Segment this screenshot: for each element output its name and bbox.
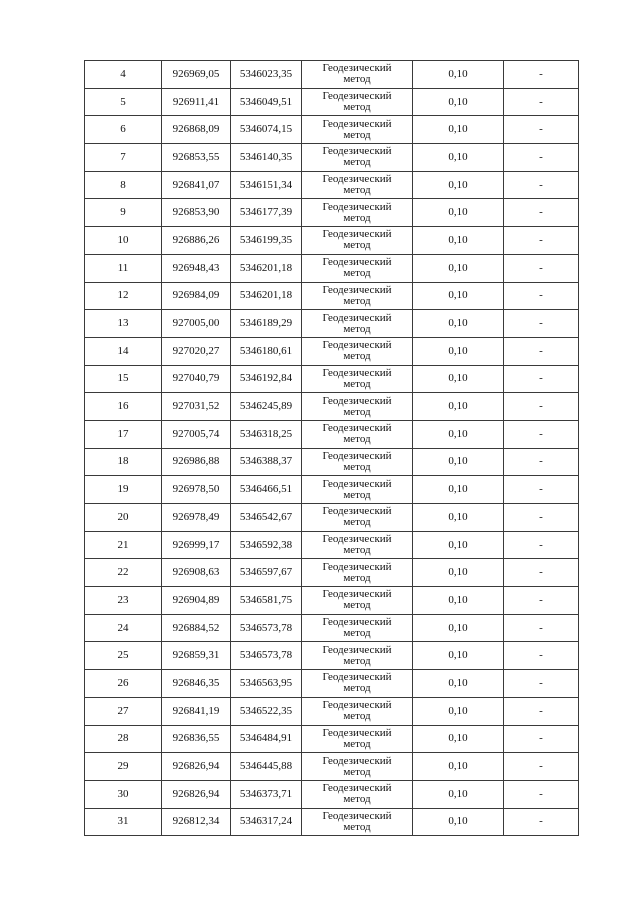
method-line-2: метод bbox=[343, 544, 371, 557]
x-coordinate-cell: 926969,05 bbox=[162, 61, 231, 89]
accuracy-cell: 0,10 bbox=[413, 697, 504, 725]
note-cell: - bbox=[504, 420, 579, 448]
note-cell: - bbox=[504, 171, 579, 199]
x-coordinate-cell: 926841,07 bbox=[162, 171, 231, 199]
x-coordinate-cell: 926853,55 bbox=[162, 144, 231, 172]
method-line-1: Геодезический bbox=[322, 339, 392, 352]
method-line-2: метод bbox=[343, 239, 371, 252]
table-row bbox=[85, 365, 579, 393]
point-number-cell: 10 bbox=[85, 227, 162, 255]
method-line-1: Геодезический bbox=[322, 117, 392, 130]
table-row bbox=[85, 642, 579, 670]
x-coordinate-cell: 927020,27 bbox=[162, 337, 231, 365]
method-cell bbox=[302, 476, 413, 504]
table-row bbox=[85, 808, 579, 836]
x-coordinate-cell: 926978,49 bbox=[162, 504, 231, 532]
accuracy-cell: 0,10 bbox=[413, 559, 504, 587]
method-cell bbox=[302, 587, 413, 615]
method-line-1: Геодезический bbox=[322, 283, 392, 296]
method-cell bbox=[302, 282, 413, 310]
method-line-1: Геодезический bbox=[322, 200, 392, 213]
accuracy-cell: 0,10 bbox=[413, 227, 504, 255]
y-coordinate-cell: 5346542,67 bbox=[231, 504, 302, 532]
accuracy-cell: 0,10 bbox=[413, 642, 504, 670]
method-cell bbox=[302, 725, 413, 753]
accuracy-cell: 0,10 bbox=[413, 282, 504, 310]
method-cell bbox=[302, 670, 413, 698]
method-line-2: метод bbox=[343, 571, 371, 584]
point-number-cell: 14 bbox=[85, 337, 162, 365]
x-coordinate-cell: 926846,35 bbox=[162, 670, 231, 698]
y-coordinate-cell: 5346317,24 bbox=[231, 808, 302, 836]
method-line-1: Геодезический bbox=[322, 477, 392, 490]
x-coordinate-cell: 926859,31 bbox=[162, 642, 231, 670]
note-cell: - bbox=[504, 282, 579, 310]
accuracy-cell: 0,10 bbox=[413, 310, 504, 338]
method-line-2: метод bbox=[343, 377, 371, 390]
coordinates-table bbox=[84, 60, 579, 836]
point-number-cell: 20 bbox=[85, 504, 162, 532]
method-cell bbox=[302, 614, 413, 642]
method-line-2: метод bbox=[343, 267, 371, 280]
note-cell: - bbox=[504, 808, 579, 836]
x-coordinate-cell: 927005,74 bbox=[162, 420, 231, 448]
method-line-2: метод bbox=[343, 350, 371, 363]
note-cell: - bbox=[504, 144, 579, 172]
method-line-1: Геодезический bbox=[322, 311, 392, 324]
method-cell bbox=[302, 171, 413, 199]
point-number-cell: 9 bbox=[85, 199, 162, 227]
method-cell bbox=[302, 254, 413, 282]
table-row bbox=[85, 144, 579, 172]
method-line-2: метод bbox=[343, 101, 371, 114]
point-number-cell: 23 bbox=[85, 587, 162, 615]
y-coordinate-cell: 5346151,34 bbox=[231, 171, 302, 199]
note-cell: - bbox=[504, 642, 579, 670]
x-coordinate-cell: 926908,63 bbox=[162, 559, 231, 587]
note-cell: - bbox=[504, 337, 579, 365]
note-cell: - bbox=[504, 614, 579, 642]
method-line-2: метод bbox=[343, 737, 371, 750]
method-line-1: Геодезический bbox=[322, 449, 392, 462]
y-coordinate-cell: 5346074,15 bbox=[231, 116, 302, 144]
method-line-2: метод bbox=[343, 405, 371, 418]
method-line-1: Геодезический bbox=[322, 726, 392, 739]
method-line-2: метод bbox=[343, 433, 371, 446]
table-row bbox=[85, 88, 579, 116]
accuracy-cell: 0,10 bbox=[413, 365, 504, 393]
point-number-cell: 15 bbox=[85, 365, 162, 393]
method-line-2: метод bbox=[343, 793, 371, 806]
method-line-1: Геодезический bbox=[322, 782, 392, 795]
note-cell: - bbox=[504, 476, 579, 504]
y-coordinate-cell: 5346245,89 bbox=[231, 393, 302, 421]
method-line-1: Геодезический bbox=[322, 671, 392, 684]
method-line-2: метод bbox=[343, 294, 371, 307]
method-line-1: Геодезический bbox=[322, 533, 392, 546]
point-number-cell: 22 bbox=[85, 559, 162, 587]
method-line-2: метод bbox=[343, 654, 371, 667]
method-cell bbox=[302, 393, 413, 421]
x-coordinate-cell: 927040,79 bbox=[162, 365, 231, 393]
method-cell bbox=[302, 697, 413, 725]
method-line-2: метод bbox=[343, 710, 371, 723]
method-line-2: метод bbox=[343, 322, 371, 335]
note-cell: - bbox=[504, 310, 579, 338]
point-number-cell: 29 bbox=[85, 753, 162, 781]
table-row bbox=[85, 199, 579, 227]
y-coordinate-cell: 5346049,51 bbox=[231, 88, 302, 116]
method-line-2: метод bbox=[343, 128, 371, 141]
table-row bbox=[85, 310, 579, 338]
method-cell bbox=[302, 227, 413, 255]
y-coordinate-cell: 5346466,51 bbox=[231, 476, 302, 504]
accuracy-cell: 0,10 bbox=[413, 531, 504, 559]
method-line-2: метод bbox=[343, 765, 371, 778]
x-coordinate-cell: 927031,52 bbox=[162, 393, 231, 421]
accuracy-cell: 0,10 bbox=[413, 725, 504, 753]
method-line-1: Геодезический bbox=[322, 643, 392, 656]
y-coordinate-cell: 5346597,67 bbox=[231, 559, 302, 587]
point-number-cell: 28 bbox=[85, 725, 162, 753]
x-coordinate-cell: 926836,55 bbox=[162, 725, 231, 753]
point-number-cell: 6 bbox=[85, 116, 162, 144]
note-cell: - bbox=[504, 559, 579, 587]
note-cell: - bbox=[504, 753, 579, 781]
method-cell bbox=[302, 531, 413, 559]
accuracy-cell: 0,10 bbox=[413, 614, 504, 642]
document-page bbox=[84, 60, 572, 836]
y-coordinate-cell: 5346592,38 bbox=[231, 531, 302, 559]
method-cell bbox=[302, 808, 413, 836]
table-row bbox=[85, 116, 579, 144]
method-line-1: Геодезический bbox=[322, 90, 392, 103]
method-cell bbox=[302, 753, 413, 781]
y-coordinate-cell: 5346522,35 bbox=[231, 697, 302, 725]
table-row bbox=[85, 504, 579, 532]
note-cell: - bbox=[504, 116, 579, 144]
x-coordinate-cell: 926904,89 bbox=[162, 587, 231, 615]
accuracy-cell: 0,10 bbox=[413, 116, 504, 144]
x-coordinate-cell: 926853,90 bbox=[162, 199, 231, 227]
method-cell bbox=[302, 116, 413, 144]
x-coordinate-cell: 926986,88 bbox=[162, 448, 231, 476]
table-row bbox=[85, 448, 579, 476]
x-coordinate-cell: 926911,41 bbox=[162, 88, 231, 116]
table-row bbox=[85, 780, 579, 808]
method-line-1: Геодезический bbox=[322, 145, 392, 158]
accuracy-cell: 0,10 bbox=[413, 171, 504, 199]
accuracy-cell: 0,10 bbox=[413, 61, 504, 89]
note-cell: - bbox=[504, 587, 579, 615]
point-number-cell: 5 bbox=[85, 88, 162, 116]
y-coordinate-cell: 5346573,78 bbox=[231, 642, 302, 670]
accuracy-cell: 0,10 bbox=[413, 420, 504, 448]
method-line-1: Геодезический bbox=[322, 256, 392, 269]
table-row bbox=[85, 587, 579, 615]
method-line-1: Геодезический bbox=[322, 505, 392, 518]
table-row bbox=[85, 614, 579, 642]
accuracy-cell: 0,10 bbox=[413, 753, 504, 781]
method-line-2: метод bbox=[343, 820, 371, 833]
point-number-cell: 11 bbox=[85, 254, 162, 282]
method-line-2: метод bbox=[343, 156, 371, 169]
method-line-2: метод bbox=[343, 599, 371, 612]
method-cell bbox=[302, 559, 413, 587]
method-line-2: метод bbox=[343, 211, 371, 224]
accuracy-cell: 0,10 bbox=[413, 587, 504, 615]
accuracy-cell: 0,10 bbox=[413, 337, 504, 365]
method-line-1: Геодезический bbox=[322, 588, 392, 601]
x-coordinate-cell: 926999,17 bbox=[162, 531, 231, 559]
y-coordinate-cell: 5346581,75 bbox=[231, 587, 302, 615]
note-cell: - bbox=[504, 227, 579, 255]
point-number-cell: 17 bbox=[85, 420, 162, 448]
y-coordinate-cell: 5346201,18 bbox=[231, 254, 302, 282]
note-cell: - bbox=[504, 365, 579, 393]
table-row bbox=[85, 670, 579, 698]
y-coordinate-cell: 5346201,18 bbox=[231, 282, 302, 310]
accuracy-cell: 0,10 bbox=[413, 254, 504, 282]
accuracy-cell: 0,10 bbox=[413, 393, 504, 421]
method-line-1: Геодезический bbox=[322, 699, 392, 712]
point-number-cell: 24 bbox=[85, 614, 162, 642]
table-row bbox=[85, 227, 579, 255]
point-number-cell: 30 bbox=[85, 780, 162, 808]
y-coordinate-cell: 5346177,39 bbox=[231, 199, 302, 227]
method-line-1: Геодезический bbox=[322, 560, 392, 573]
method-cell bbox=[302, 88, 413, 116]
method-line-1: Геодезический bbox=[322, 754, 392, 767]
table-row bbox=[85, 337, 579, 365]
method-cell bbox=[302, 337, 413, 365]
method-cell bbox=[302, 780, 413, 808]
method-line-1: Геодезический bbox=[322, 422, 392, 435]
table-row bbox=[85, 61, 579, 89]
note-cell: - bbox=[504, 254, 579, 282]
method-line-2: метод bbox=[343, 682, 371, 695]
note-cell: - bbox=[504, 199, 579, 227]
table-row bbox=[85, 559, 579, 587]
table-row bbox=[85, 420, 579, 448]
table-row bbox=[85, 697, 579, 725]
x-coordinate-cell: 926812,34 bbox=[162, 808, 231, 836]
method-line-2: метод bbox=[343, 73, 371, 86]
method-line-1: Геодезический bbox=[322, 173, 392, 186]
y-coordinate-cell: 5346388,37 bbox=[231, 448, 302, 476]
point-number-cell: 26 bbox=[85, 670, 162, 698]
x-coordinate-cell: 926886,26 bbox=[162, 227, 231, 255]
accuracy-cell: 0,10 bbox=[413, 88, 504, 116]
coordinates-table-body bbox=[85, 61, 579, 836]
point-number-cell: 19 bbox=[85, 476, 162, 504]
method-line-1: Геодезический bbox=[322, 394, 392, 407]
method-cell bbox=[302, 310, 413, 338]
method-line-1: Геодезический bbox=[322, 62, 392, 75]
accuracy-cell: 0,10 bbox=[413, 670, 504, 698]
point-number-cell: 12 bbox=[85, 282, 162, 310]
table-row bbox=[85, 753, 579, 781]
method-cell bbox=[302, 448, 413, 476]
y-coordinate-cell: 5346140,35 bbox=[231, 144, 302, 172]
method-line-2: метод bbox=[343, 627, 371, 640]
note-cell: - bbox=[504, 504, 579, 532]
accuracy-cell: 0,10 bbox=[413, 476, 504, 504]
y-coordinate-cell: 5346199,35 bbox=[231, 227, 302, 255]
table-row bbox=[85, 171, 579, 199]
x-coordinate-cell: 926826,94 bbox=[162, 753, 231, 781]
point-number-cell: 8 bbox=[85, 171, 162, 199]
note-cell: - bbox=[504, 780, 579, 808]
x-coordinate-cell: 926884,52 bbox=[162, 614, 231, 642]
y-coordinate-cell: 5346563,95 bbox=[231, 670, 302, 698]
method-cell bbox=[302, 199, 413, 227]
y-coordinate-cell: 5346373,71 bbox=[231, 780, 302, 808]
x-coordinate-cell: 926984,09 bbox=[162, 282, 231, 310]
method-cell bbox=[302, 365, 413, 393]
y-coordinate-cell: 5346445,88 bbox=[231, 753, 302, 781]
accuracy-cell: 0,10 bbox=[413, 448, 504, 476]
y-coordinate-cell: 5346189,29 bbox=[231, 310, 302, 338]
accuracy-cell: 0,10 bbox=[413, 504, 504, 532]
table-row bbox=[85, 282, 579, 310]
note-cell: - bbox=[504, 697, 579, 725]
x-coordinate-cell: 926978,50 bbox=[162, 476, 231, 504]
note-cell: - bbox=[504, 393, 579, 421]
method-cell bbox=[302, 642, 413, 670]
point-number-cell: 13 bbox=[85, 310, 162, 338]
accuracy-cell: 0,10 bbox=[413, 199, 504, 227]
y-coordinate-cell: 5346023,35 bbox=[231, 61, 302, 89]
method-line-1: Геодезический bbox=[322, 616, 392, 629]
point-number-cell: 21 bbox=[85, 531, 162, 559]
method-line-1: Геодезический bbox=[322, 366, 392, 379]
point-number-cell: 27 bbox=[85, 697, 162, 725]
note-cell: - bbox=[504, 61, 579, 89]
point-number-cell: 16 bbox=[85, 393, 162, 421]
note-cell: - bbox=[504, 88, 579, 116]
x-coordinate-cell: 926841,19 bbox=[162, 697, 231, 725]
table-row bbox=[85, 725, 579, 753]
method-line-1: Геодезический bbox=[322, 228, 392, 241]
accuracy-cell: 0,10 bbox=[413, 808, 504, 836]
method-cell bbox=[302, 504, 413, 532]
note-cell: - bbox=[504, 448, 579, 476]
table-row bbox=[85, 393, 579, 421]
method-line-2: метод bbox=[343, 460, 371, 473]
x-coordinate-cell: 927005,00 bbox=[162, 310, 231, 338]
point-number-cell: 25 bbox=[85, 642, 162, 670]
method-cell bbox=[302, 144, 413, 172]
x-coordinate-cell: 926948,43 bbox=[162, 254, 231, 282]
table-row bbox=[85, 531, 579, 559]
y-coordinate-cell: 5346192,84 bbox=[231, 365, 302, 393]
note-cell: - bbox=[504, 670, 579, 698]
y-coordinate-cell: 5346180,61 bbox=[231, 337, 302, 365]
note-cell: - bbox=[504, 531, 579, 559]
method-cell bbox=[302, 420, 413, 448]
y-coordinate-cell: 5346484,91 bbox=[231, 725, 302, 753]
x-coordinate-cell: 926826,94 bbox=[162, 780, 231, 808]
y-coordinate-cell: 5346573,78 bbox=[231, 614, 302, 642]
point-number-cell: 31 bbox=[85, 808, 162, 836]
y-coordinate-cell: 5346318,25 bbox=[231, 420, 302, 448]
point-number-cell: 4 bbox=[85, 61, 162, 89]
note-cell: - bbox=[504, 725, 579, 753]
table-row bbox=[85, 254, 579, 282]
point-number-cell: 18 bbox=[85, 448, 162, 476]
method-cell bbox=[302, 61, 413, 89]
method-line-2: метод bbox=[343, 488, 371, 501]
method-line-2: метод bbox=[343, 516, 371, 529]
method-line-2: метод bbox=[343, 184, 371, 197]
table-row bbox=[85, 476, 579, 504]
point-number-cell: 7 bbox=[85, 144, 162, 172]
accuracy-cell: 0,10 bbox=[413, 144, 504, 172]
accuracy-cell: 0,10 bbox=[413, 780, 504, 808]
method-line-1: Геодезический bbox=[322, 809, 392, 822]
x-coordinate-cell: 926868,09 bbox=[162, 116, 231, 144]
